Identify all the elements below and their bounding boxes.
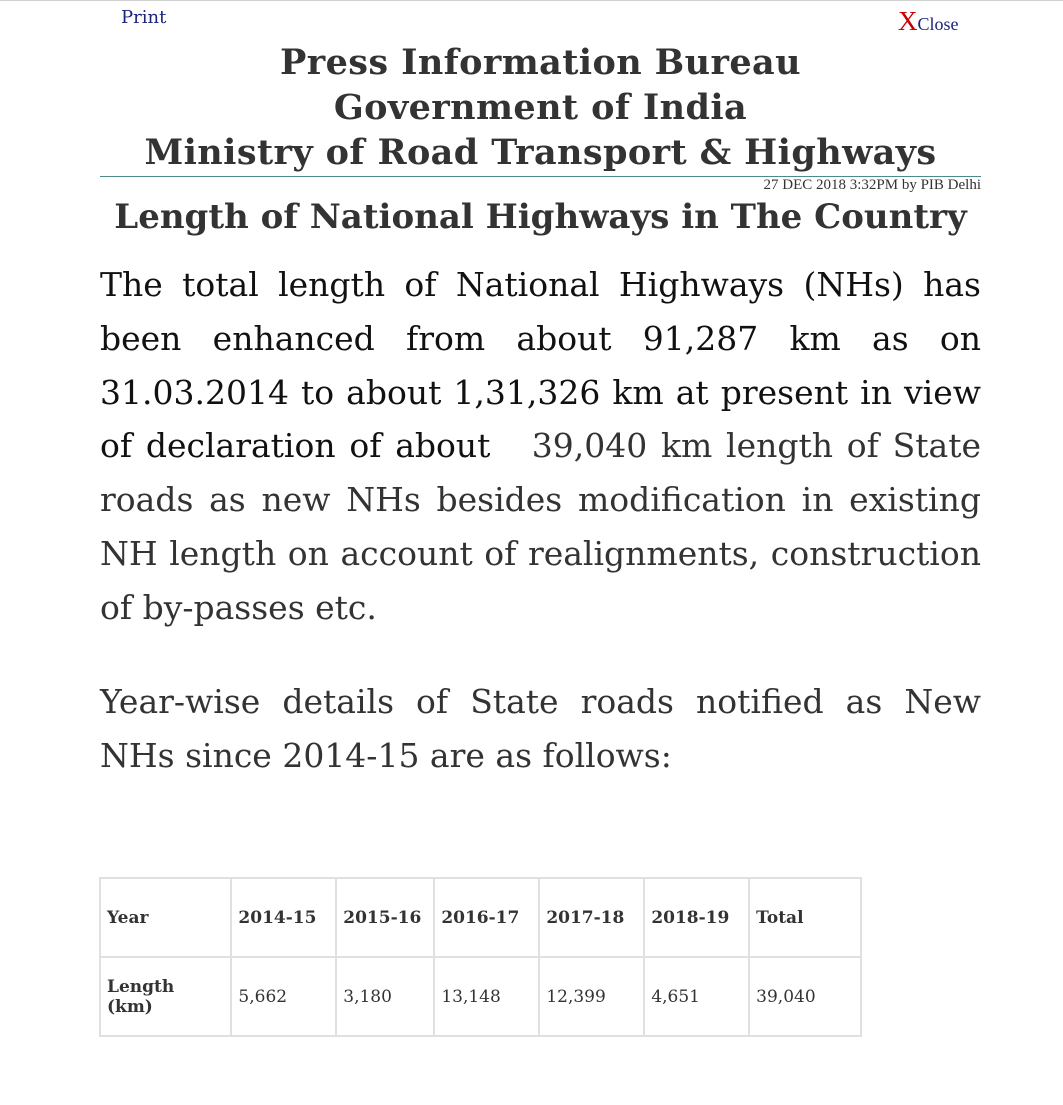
nh-length-table — [99, 877, 862, 1037]
table-cell: 13,148 — [434, 957, 539, 1036]
table-cell: 2015-16 — [336, 878, 434, 957]
table-cell: 2014-15 — [231, 878, 336, 957]
body-paragraph-2: Year-wise details of State roads notified as New NHs since 2014-15 are as follows: — [100, 682, 981, 775]
table-cell: Length (km) — [100, 957, 231, 1036]
table-cell: 2017-18 — [539, 878, 644, 957]
page-header — [100, 40, 981, 175]
table-cell: 5,662 — [231, 957, 336, 1036]
print-link[interactable]: Print — [121, 7, 167, 28]
release-title: Length of National Highways in The Country — [114, 197, 967, 237]
paragraph-1-part-1: The total length of National Highways (NHs) has been enhanced from about 91,287 km as on 31.03.2014 to about 1,31,326 km at present in view of declaration of about — [100, 265, 981, 466]
release-dateline: 27 DEC 2018 3:32PM by PIB Delhi — [763, 177, 981, 193]
header-bureau: Press Information Bureau — [280, 42, 801, 83]
header-ministry: Ministry of Road Transport & Highways — [144, 132, 937, 173]
table-cell: Year — [100, 878, 231, 957]
close-label: Close — [917, 14, 959, 34]
table-header-row — [100, 878, 861, 957]
header-government: Government of India — [333, 87, 748, 128]
table-cell: Total — [749, 878, 861, 957]
table-cell: 39,040 — [749, 957, 861, 1036]
body-paragraph-1 — [100, 258, 981, 635]
top-border — [0, 0, 1063, 1]
paragraph-1-part-2: 39,040 km length of State roads as new NHs besides modification in existing NH length on account of realignments, construction of by-passes etc. — [100, 426, 981, 627]
table-cell: 3,180 — [336, 957, 434, 1036]
table-cell: 4,651 — [644, 957, 749, 1036]
table-cell: 2018-19 — [644, 878, 749, 957]
table-cell: 12,399 — [539, 957, 644, 1036]
table-row — [100, 957, 861, 1036]
close-icon: X — [898, 6, 918, 36]
close-button[interactable] — [898, 6, 959, 37]
table-cell: 2016-17 — [434, 878, 539, 957]
